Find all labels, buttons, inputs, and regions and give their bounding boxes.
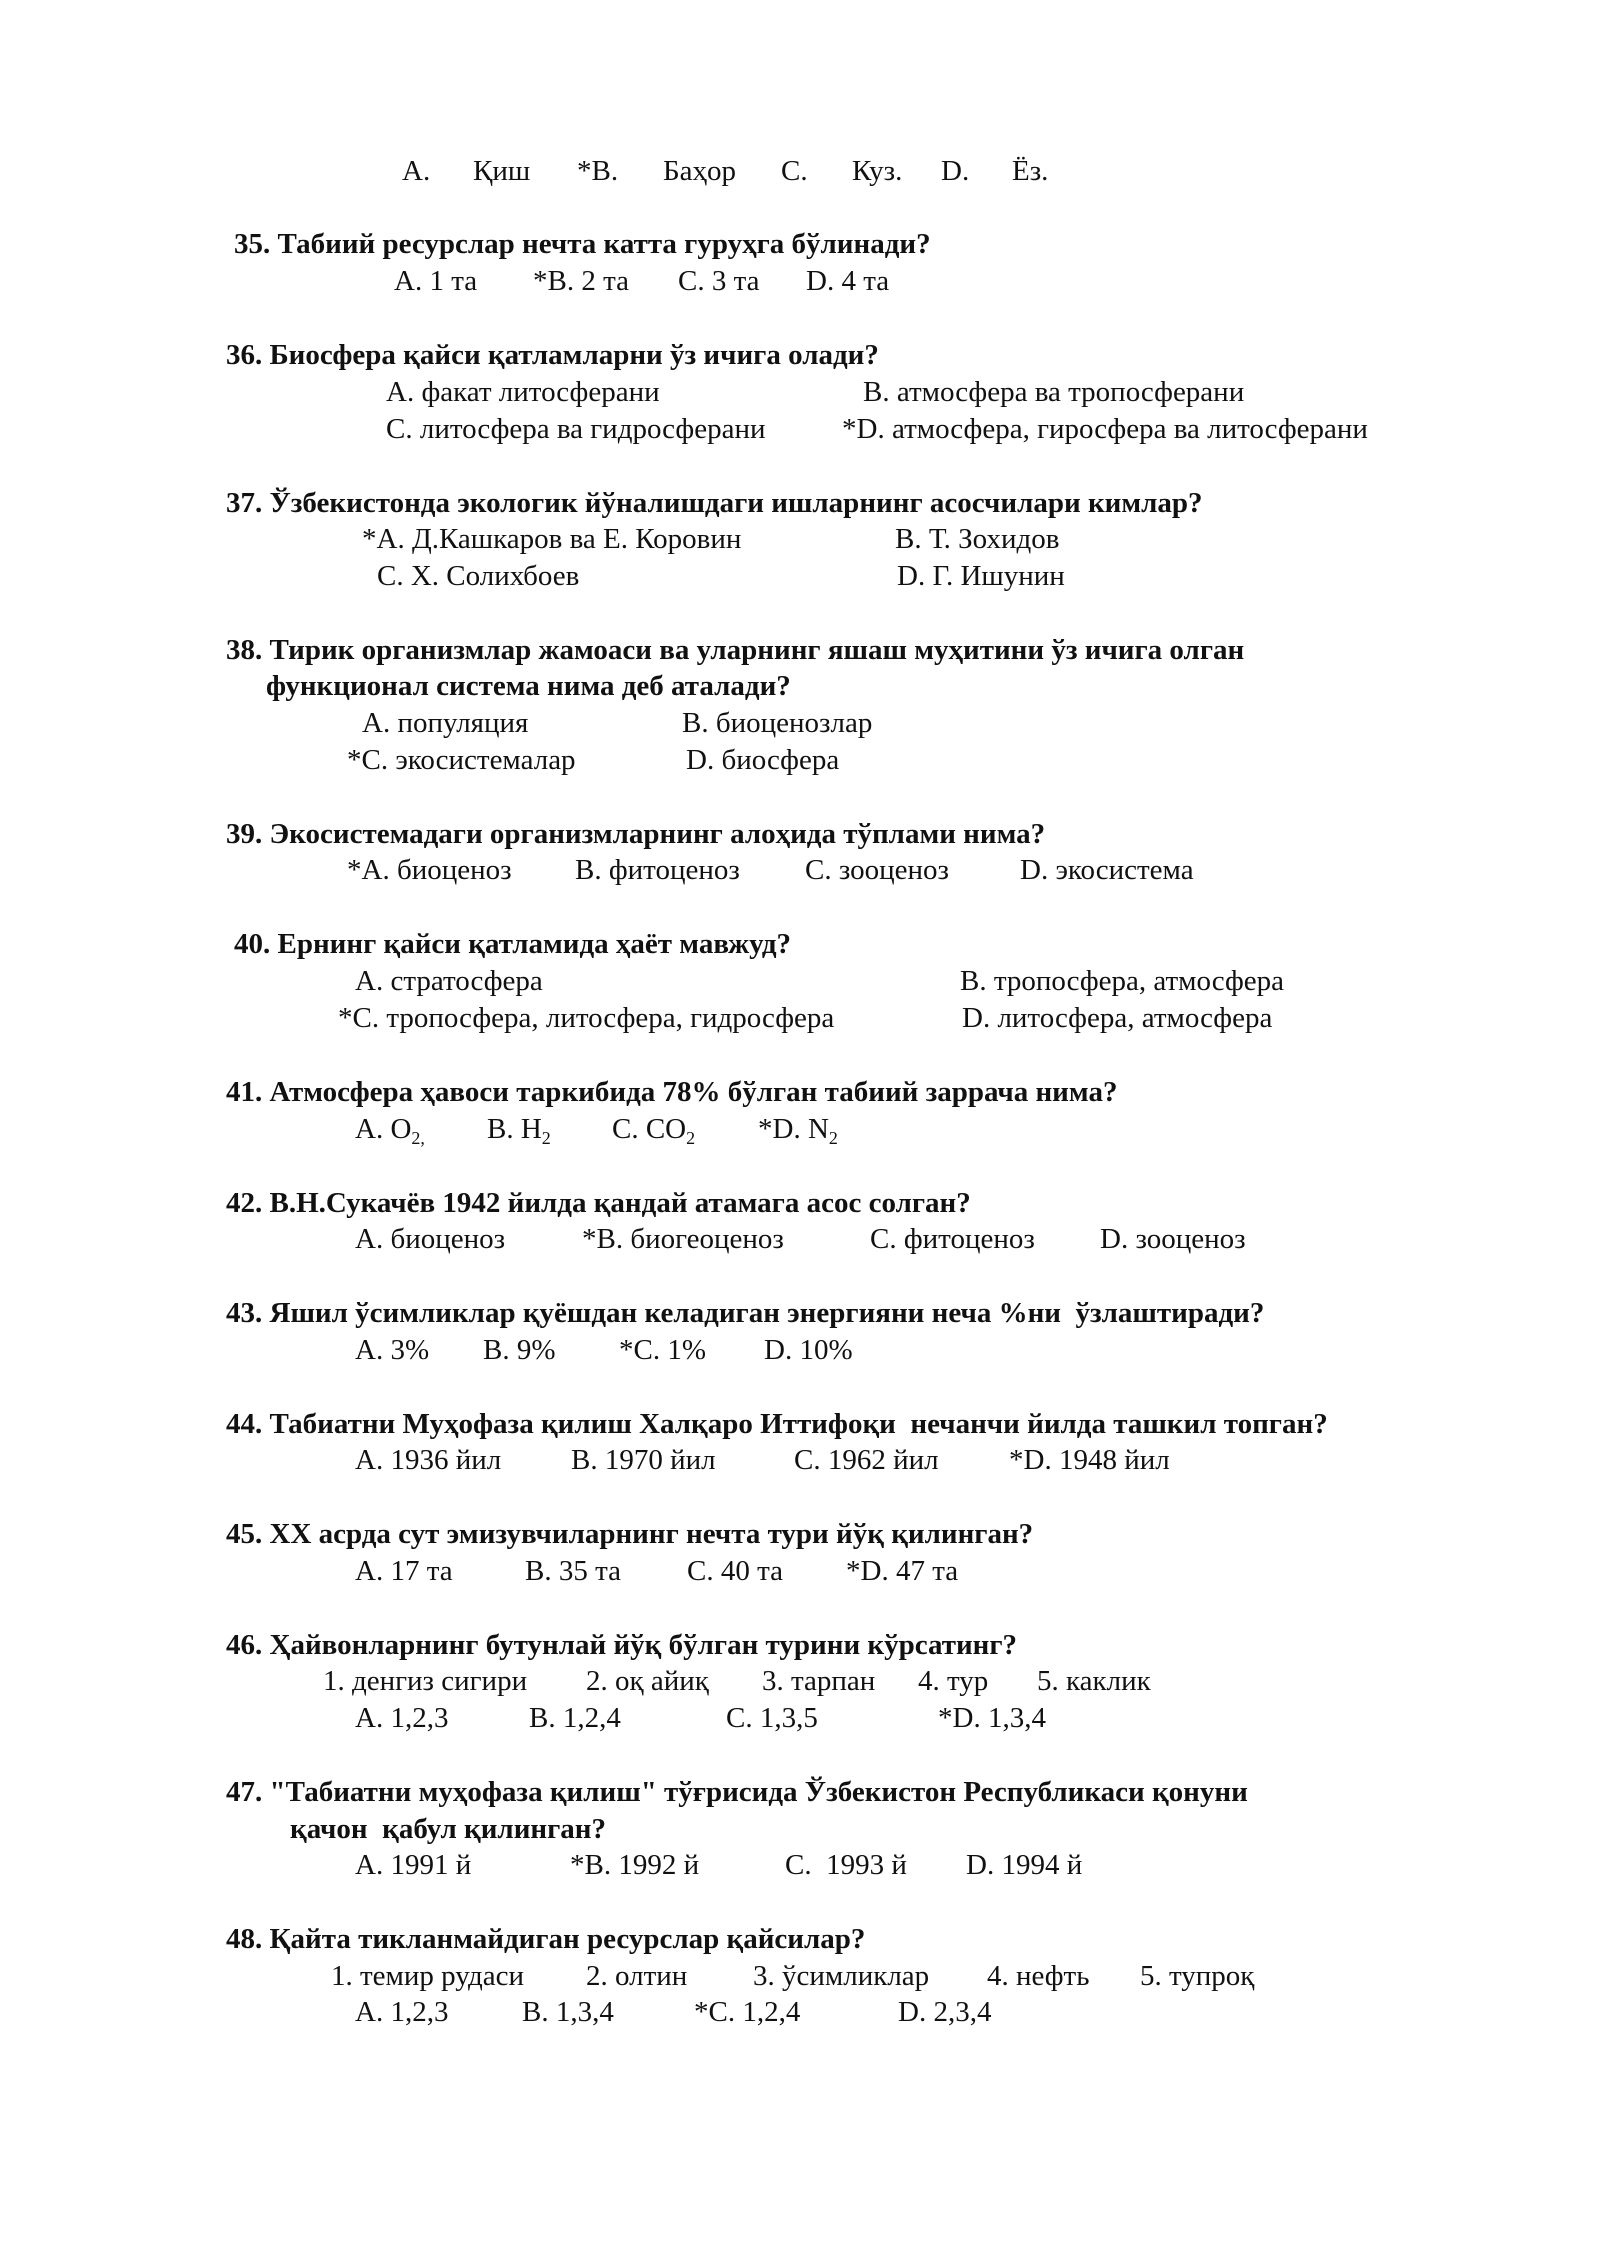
q40-option-b: B. тропосфера, атмосфера [960, 965, 1284, 997]
q48-option-b: B. 1,3,4 [522, 1996, 614, 2028]
q38-option-b: B. биоценозлар [682, 707, 873, 739]
q38-question-line2: функционал система нима деб аталади? [266, 670, 791, 702]
q39-option-a: *A. биоценоз [347, 854, 512, 886]
q44-question: 44. Табиатни Муҳофаза қилиш Халқаро Иттифоқи нечанчи йилда ташкил топган? [226, 1408, 1328, 1440]
q40-option-d: D. литосфера, атмосфера [962, 1002, 1273, 1034]
q34-option-b-text: Баҳор [663, 155, 737, 187]
q47-option-d: D. 1994 й [966, 1849, 1083, 1881]
q41-option-d: *D. $N_2$ [758, 1113, 838, 1148]
q48-item-2: 2. олтин [586, 1960, 688, 1992]
q43-option-a: A. 3% [355, 1334, 430, 1366]
q40-question: 40. Ернинг қайси қатламида ҳаёт мавжуд? [234, 928, 792, 960]
q38-option-a: A. популяция [362, 707, 529, 739]
q37-question: 37. Ўзбекистонда экологик йўналишдаги ишларнинг асосчилари кимлар? [226, 487, 1203, 519]
q36-option-a: A. факат литосферани [386, 376, 660, 408]
q39-question: 39. Экосистемадаги организмларнинг алоҳида тўплами нима? [226, 818, 1046, 850]
q42-option-c: C. фитоценоз [870, 1223, 1035, 1255]
q46-item-4: 4. тур [918, 1665, 989, 1697]
q47-option-a: A. 1991 й [355, 1849, 472, 1881]
q46-option-a: A. 1,2,3 [355, 1702, 449, 1734]
q44-option-a: A. 1936 йил [355, 1444, 502, 1476]
q45-option-b: B. 35 та [525, 1555, 621, 1587]
q44-option-b: B. 1970 йил [571, 1444, 716, 1476]
q36-question: 36. Биосфера қайси қатламларни ўз ичига олади? [226, 339, 879, 371]
q46-item-1: 1. денгиз сигири [323, 1665, 528, 1697]
q37-option-b: B. Т. Зохидов [895, 523, 1060, 555]
q34-option-a-label: A. [402, 155, 431, 187]
q48-option-d: D. 2,3,4 [898, 1996, 992, 2028]
q36-option-b: B. атмосфера ва тропосферани [863, 376, 1245, 408]
q41-option-c: C. $CO_2$ [612, 1113, 696, 1148]
q48-option-c: *C. 1,2,4 [694, 1996, 801, 2028]
q37-option-a: *A. Д.Кашкаров ва Е. Коровин [362, 523, 742, 555]
q34-option-a-text: Қиш [473, 155, 531, 187]
q45-question: 45. XX асрда сут эмизувчиларнинг нечта тури йўқ қилинган? [226, 1518, 1034, 1550]
q42-option-b: *B. биогеоценоз [582, 1223, 784, 1255]
q42-option-d: D. зооценоз [1100, 1223, 1246, 1255]
q48-item-3: 3. ўсимликлар [753, 1960, 930, 1992]
q34-option-c-label: C. [781, 155, 808, 187]
q48-option-a: A. 1,2,3 [355, 1996, 449, 2028]
q41-option-a: A. $O_{2,}$ [355, 1113, 425, 1148]
q39-option-c: C. зооценоз [805, 854, 949, 886]
q43-option-c: *C. 1% [619, 1334, 706, 1366]
q48-question: 48. Қайта тикланмайдиган ресурслар қайсилар? [226, 1923, 866, 1955]
q42-option-a: A. биоценоз [355, 1223, 506, 1255]
q38-option-d: D. биосфера [686, 744, 840, 776]
q35-question: 35. Табиий ресурслар нечта катта гуруҳга бўлинади? [234, 228, 931, 260]
q46-item-3: 3. тарпан [762, 1665, 876, 1697]
q34-option-d-label: D. [941, 155, 970, 187]
q47-question-line1: 47. "Табиатни муҳофаза қилиш" тўғрисида Ўзбекистон Республикаси қонуни [226, 1776, 1248, 1808]
q46-option-c: C. 1,3,5 [726, 1702, 818, 1734]
q43-question: 43. Яшил ўсимликлар қуёшдан келадиган энергияни неча %ни ўзлаштиради? [226, 1297, 1265, 1329]
q45-option-c: C. 40 та [687, 1555, 783, 1587]
q47-option-c: C. 1993 й [785, 1849, 907, 1881]
q45-option-d: *D. 47 та [846, 1555, 959, 1587]
q46-option-d: *D. 1,3,4 [938, 1702, 1046, 1734]
q41-question: 41. Атмосфера ҳавоси таркибида 78% бўлган табиий заррача нима? [226, 1076, 1118, 1108]
q47-option-b: *B. 1992 й [570, 1849, 700, 1881]
q35-option-c: C. 3 та [678, 265, 760, 297]
q40-option-c: *C. тропосфера, литосфера, гидросфера [338, 1002, 835, 1034]
q38-question-line1: 38. Тирик организмлар жамоаси ва уларнинг яшаш муҳитини ўз ичига олган [226, 634, 1245, 666]
q44-option-c: C. 1962 йил [794, 1444, 939, 1476]
q43-option-b: B. 9% [483, 1334, 556, 1366]
q45-option-a: A. 17 та [355, 1555, 453, 1587]
q35-option-d: D. 4 та [806, 265, 890, 297]
q42-question: 42. В.Н.Сукачёв 1942 йилда қандай атамага асос солган? [226, 1187, 971, 1219]
q48-item-1: 1. темир рудаси [331, 1960, 524, 1992]
q48-item-5: 5. тупроқ [1140, 1960, 1255, 1992]
q38-option-c: *C. экосистемалар [347, 744, 576, 776]
q48-item-4: 4. нефть [987, 1960, 1090, 1992]
q46-option-b: B. 1,2,4 [529, 1702, 621, 1734]
q46-question: 46. Ҳайвонларнинг бутунлай йўқ бўлган турини кўрсатинг? [226, 1629, 1018, 1661]
q36-option-d: *D. атмосфера, гиросфера ва литосферани [842, 413, 1368, 445]
q34-option-c-text: Куз. [852, 155, 903, 187]
q47-question-line2: қачон қабул қилинган? [290, 1813, 606, 1845]
q35-option-a: A. 1 та [394, 265, 478, 297]
q40-option-a: A. стратосфера [355, 965, 543, 997]
q37-option-c: C. Х. Солихбоев [377, 560, 580, 592]
q46-item-2: 2. оқ айиқ [586, 1665, 709, 1697]
q41-option-b: B. $H_2$ [487, 1113, 551, 1148]
q37-option-d: D. Г. Ишунин [897, 560, 1065, 592]
q46-item-5: 5. каклик [1037, 1665, 1151, 1697]
q39-option-b: B. фитоценоз [575, 854, 740, 886]
q44-option-d: *D. 1948 йил [1009, 1444, 1170, 1476]
q35-option-b: *B. 2 та [533, 265, 629, 297]
q34-option-d-text: Ёз. [1012, 155, 1049, 187]
q34-option-b-label: *B. [577, 155, 619, 187]
q36-option-c: C. литосфера ва гидросферани [386, 413, 766, 445]
q39-option-d: D. экосистема [1020, 854, 1194, 886]
q43-option-d: D. 10% [764, 1334, 853, 1366]
